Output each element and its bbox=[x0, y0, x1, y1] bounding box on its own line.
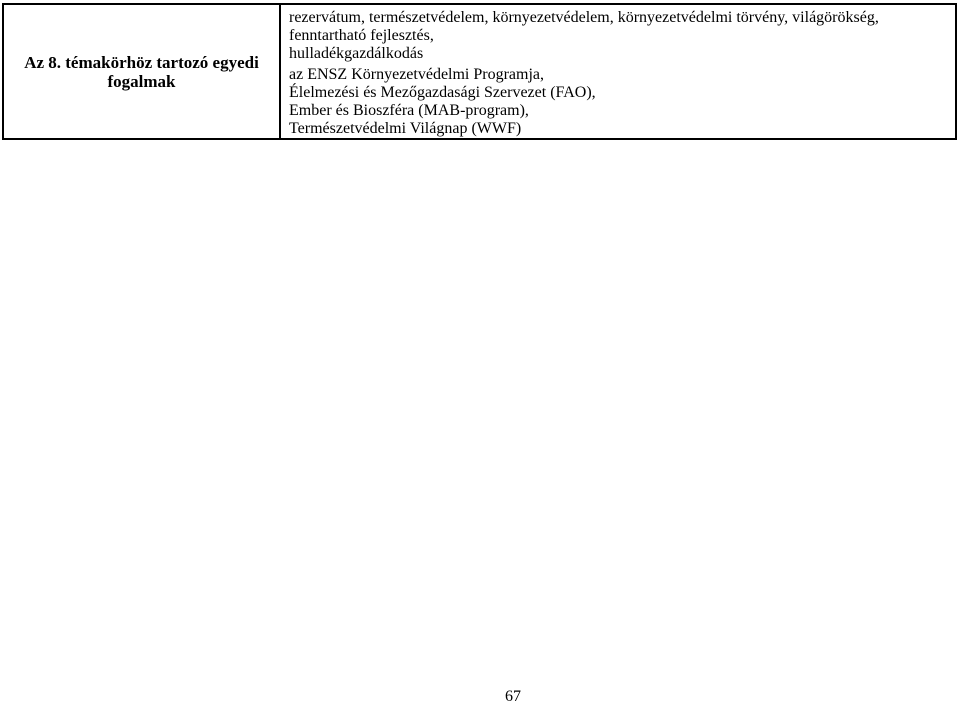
concept-line: az ENSZ Környezetvédelmi Programja, bbox=[289, 66, 545, 83]
concept-line: hulladékgazdálkodás bbox=[289, 45, 424, 62]
topic-label: Az 8. témakörhöz tartozó egyedi fogalmak bbox=[3, 4, 280, 139]
concepts-cell bbox=[280, 4, 956, 139]
concept-block-1 bbox=[289, 9, 955, 63]
concepts-content bbox=[281, 5, 955, 138]
concept-line: Ember és Bioszféra (MAB-program), bbox=[289, 102, 529, 119]
concept-block-2 bbox=[289, 66, 955, 138]
topic-concepts-table bbox=[2, 3, 957, 140]
concept-line: Természetvédelmi Világnap (WWF) bbox=[289, 120, 522, 137]
page-number: 67 bbox=[505, 688, 521, 705]
table-row bbox=[3, 4, 956, 139]
concept-line: Élelmezési és Mezőgazdasági Szervezet (FAO), bbox=[289, 84, 596, 101]
concept-line: rezervátum, természetvédelem, környezetvédelem, környezetvédelmi törvény, világörökség, bbox=[289, 9, 879, 26]
concept-line: fenntartható fejlesztés, bbox=[289, 27, 434, 44]
